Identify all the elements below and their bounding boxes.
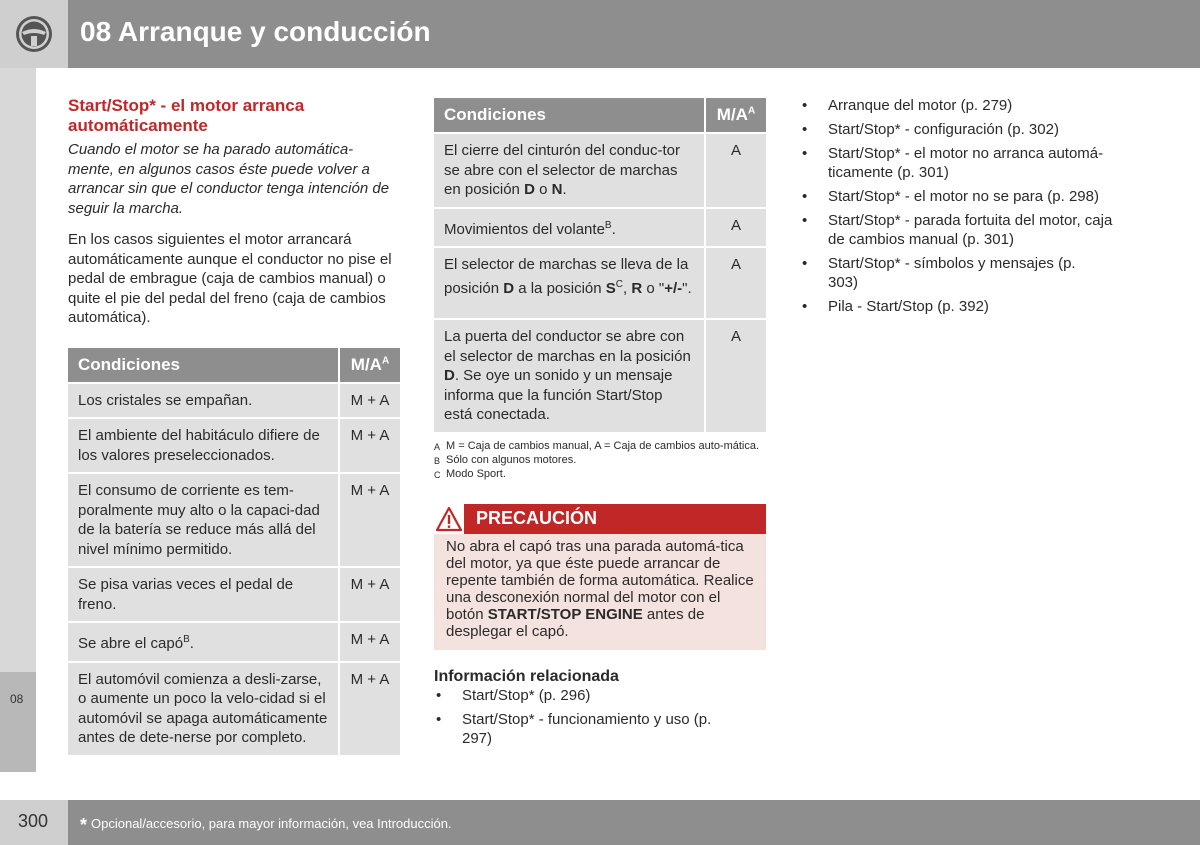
col-header-ma: $M/A^A$ [704, 98, 766, 132]
warning-triangle-icon [434, 504, 464, 534]
related-link[interactable]: • Start/Stop* (p. 296) [436, 686, 591, 704]
related-link[interactable]: • Start/Stop* - el motor no arranca automá-ticamente (p. 301) [802, 145, 1104, 181]
related-link[interactable]: • Start/Stop* - configuración (p. 302) [802, 121, 1059, 138]
ma-cell: M + A [338, 419, 400, 472]
condition-cell: El selector de marchas se lleva de la posición D a la posición $S^C$, R o "+/-". [434, 248, 704, 318]
condition-cell: El ambiente del habitáculo difiere de los valores preseleccionados. [68, 419, 338, 472]
ma-cell: A [704, 209, 766, 247]
col-header-conditions: Condiciones [434, 98, 704, 132]
table-row [434, 248, 766, 318]
footnote: A M = Caja de cambios manual, A = Caja de cambios auto-mática. [434, 439, 760, 452]
condition-cell: Los cristales se empañan. [68, 384, 338, 418]
table-header-row [434, 98, 766, 132]
condition-cell: Movimientos del volante$^B$. [434, 209, 704, 247]
table-row [68, 568, 400, 621]
condition-cell: Se pisa varias veces el pedal de freno. [68, 568, 338, 621]
table-row [68, 384, 400, 418]
ma-cell: A [704, 248, 766, 318]
side-tab [0, 68, 36, 772]
conditions-table-left [68, 346, 400, 757]
related-info-list [434, 686, 766, 748]
footnote: C Modo Sport. [434, 467, 506, 480]
related-link[interactable]: • Start/Stop* - el motor no se para (p. 298) [802, 188, 1099, 205]
ma-cell: M + A [338, 384, 400, 418]
table-footnotes [434, 440, 766, 482]
related-links-list [800, 96, 1140, 316]
ma-cell: A [704, 134, 766, 207]
table-row [434, 134, 766, 207]
col-header-conditions: Condiciones [68, 348, 338, 382]
steering-wheel-icon [14, 14, 54, 54]
related-link[interactable]: • Start/Stop* - parada fortuita del motor, caja de cambios manual (p. 301) [802, 212, 1113, 248]
conditions-table-right [434, 96, 766, 434]
footer-note: * Opcional/accesorio, para mayor información, vea Introducción. [80, 815, 452, 835]
caution-text: No abra el capó tras una parada automá-tica del motor, ya que éste puede arrancar de repente también de forma automática. Realice una desconexión normal del motor con el botón START/STOP ENGINE antes de desplegar el capó. [434, 534, 766, 650]
caution-box [434, 504, 766, 650]
related-link[interactable]: • Start/Stop* - símbolos y mensajes (p. 303) [802, 255, 1076, 291]
related-link[interactable]: • Start/Stop* - funcionamiento y uso (p. 297) [436, 710, 712, 747]
ma-cell: M + A [338, 568, 400, 621]
ma-cell: M + A [338, 663, 400, 755]
header-icon-box [0, 0, 68, 68]
intro-text: Cuando el motor se ha parado automática-mente, en algunos casos éste puede volver a arrancar sin que el conductor tenga intención de seguir la marcha. [68, 141, 390, 217]
related-info-title: Información relacionada [434, 667, 619, 685]
side-tab-marker [0, 672, 36, 772]
condition-cell: El automóvil comienza a desli-zarse, o aumente un poco la velo-cidad si el automóvil se apaga automáticamente antes de dete-nerse por completo. [68, 663, 338, 755]
caution-header [434, 504, 766, 534]
body-paragraph: En los casos siguientes el motor arrancará automáticamente aunque el conductor no pise el pedal de embrague (caja de cambios manual) o quite el pie del pedal del freno (caja de cambios automática). [68, 231, 392, 326]
condition-cell: El cierre del cinturón del conduc-tor se abre con el selector de marchas en posición D o N. [434, 134, 704, 207]
ma-cell: M + A [338, 623, 400, 661]
side-tab-label: 08 [10, 692, 24, 706]
footnote: B Sólo con algunos motores. [434, 453, 577, 466]
related-link[interactable]: • Arranque del motor (p. 279) [802, 97, 1013, 114]
table-row [434, 320, 766, 432]
condition-cell: El consumo de corriente es tem-poralmente muy alto o la capaci-dad de la batería se reduce más allá del nivel mínimo permitido. [68, 474, 338, 566]
caution-title: PRECAUCIÓN [476, 507, 598, 528]
column-left [68, 96, 400, 757]
table-row [68, 623, 400, 661]
table-row [68, 474, 400, 566]
table-row [434, 209, 766, 247]
col-header-ma: $M/A^A$ [338, 348, 400, 382]
table-row [68, 663, 400, 755]
ma-cell: M + A [338, 474, 400, 566]
related-link[interactable]: • Pila - Start/Stop (p. 392) [802, 298, 989, 315]
column-middle [434, 96, 766, 753]
page-number: 300 [18, 811, 49, 831]
table-row [68, 419, 400, 472]
chapter-title: 08 Arranque y conducción [80, 16, 431, 47]
condition-cell: Se abre el capó$^B$. [68, 623, 338, 661]
column-right [800, 96, 1140, 321]
condition-cell: La puerta del conductor se abre con el selector de marchas en la posición D. Se oye un sonido y un mensaje informa que la función Start/Stop está conectada. [434, 320, 704, 432]
table-header-row [68, 348, 400, 382]
ma-cell: A [704, 320, 766, 432]
section-title: Start/Stop* - el motor arranca automáticamente [68, 96, 305, 135]
